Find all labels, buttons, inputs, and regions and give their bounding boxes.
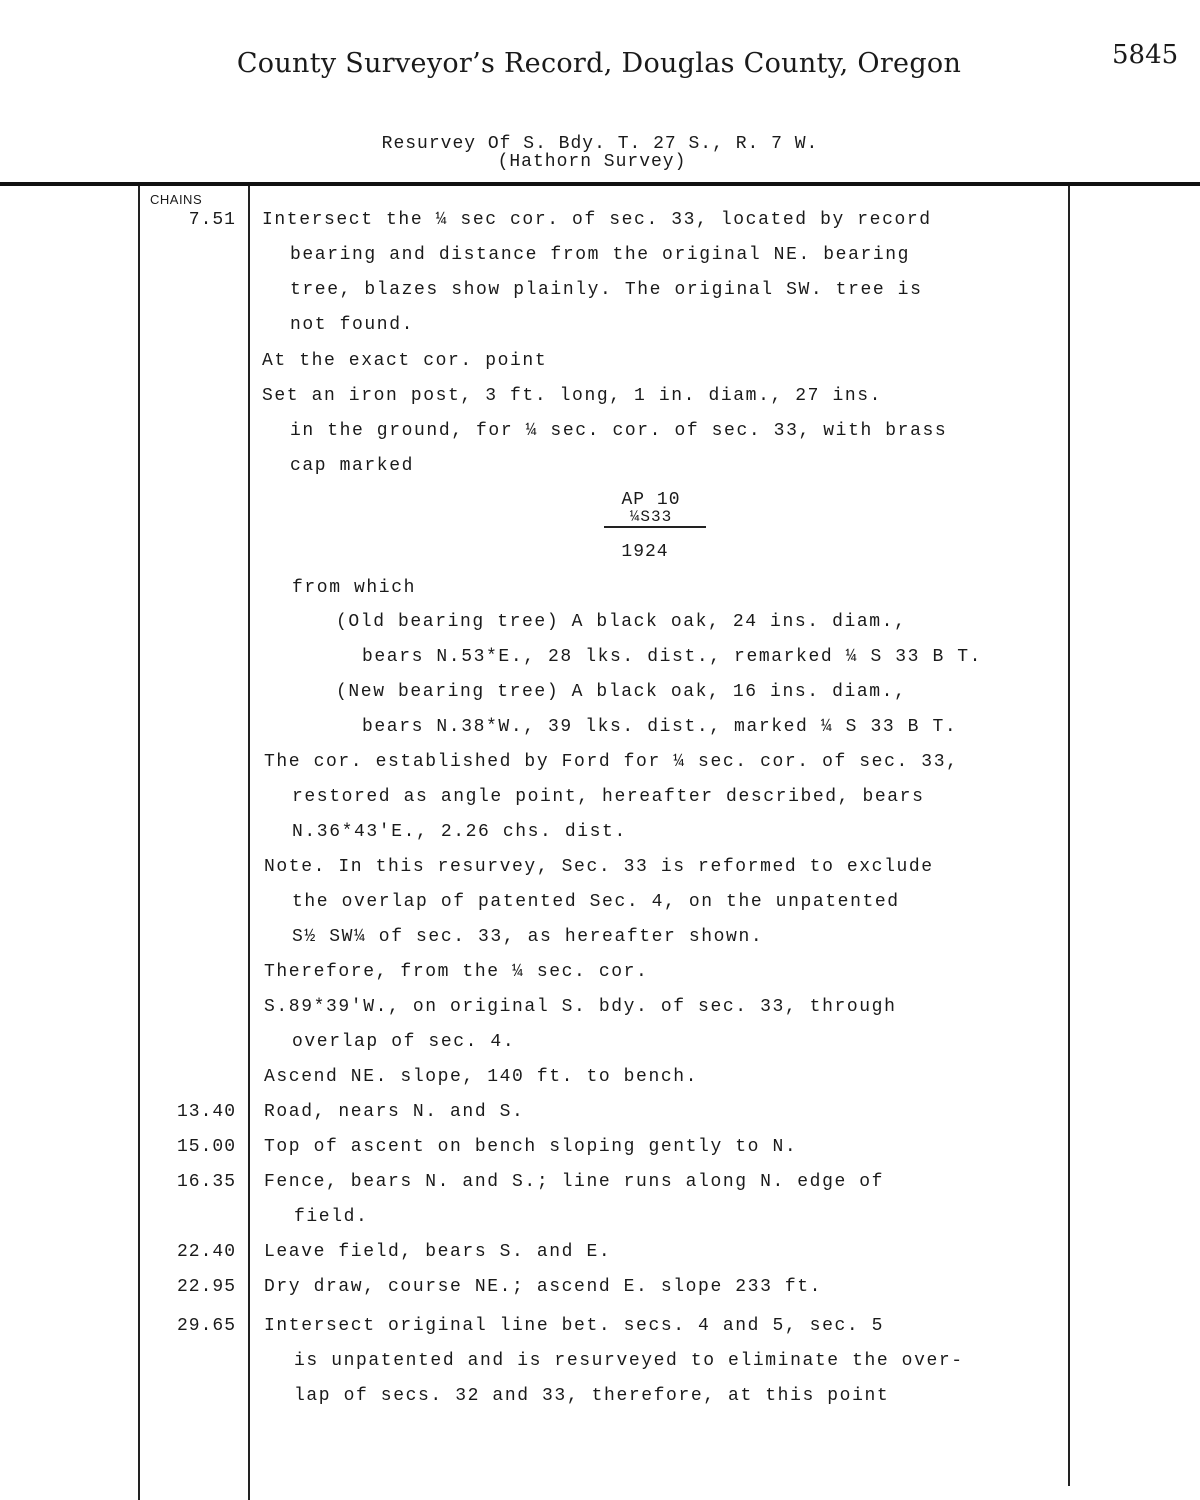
note-line: Top of ascent on bench sloping gently to N. (264, 1137, 798, 1157)
note-line: Ascend NE. slope, 140 ft. to bench. (264, 1067, 699, 1087)
note-line: N.36*43'E., 2.26 chs. dist. (292, 822, 627, 842)
column-divider-right (1068, 186, 1070, 1486)
note-line: Road, nears N. and S. (264, 1102, 525, 1122)
note-line: is unpatented and is resurveyed to eliminate the over- (294, 1351, 964, 1371)
note-line: lap of secs. 32 and 33, therefore, at this point (294, 1386, 890, 1406)
note-line: in the ground, for ¼ sec. cor. of sec. 33, with brass (290, 421, 948, 441)
note-line: overlap of sec. 4. (292, 1032, 516, 1052)
note-line: field. (294, 1207, 369, 1227)
note-line: from which (292, 578, 417, 598)
note-line: Leave field, bears S. and E. (264, 1242, 612, 1262)
note-line: At the exact cor. point (262, 351, 548, 371)
page-number: 5845 (1112, 40, 1179, 70)
cap-marking-rule (604, 526, 706, 528)
note-line: Intersect the ¼ sec cor. of sec. 33, located by record (262, 210, 932, 230)
survey-subtitle: (Hathorn Survey) (497, 152, 687, 172)
note-line: bearing and distance from the original NE. bearing (290, 245, 911, 265)
note-line: bears N.53*E., 28 lks. dist., remarked ¼ S 33 B T. (362, 647, 983, 667)
note-line: the overlap of patented Sec. 4, on the unpatented (292, 892, 900, 912)
column-divider-left (138, 186, 140, 1500)
note-line: S.89*39'W., on original S. bdy. of sec. 33, through (264, 997, 897, 1017)
survey-title: Resurvey Of S. Bdy. T. 27 S., R. 7 W. (381, 134, 819, 154)
cap-marking-line1: AP 10 (621, 490, 681, 510)
note-line: Intersect original line bet. secs. 4 and 5, sec. 5 (264, 1316, 885, 1336)
note-line: Dry draw, course NE.; ascend E. slope 233 ft. (264, 1277, 823, 1297)
cap-marking-line2: ¼S33 (629, 508, 673, 526)
note-line: Fence, bears N. and S.; line runs along N. edge of (264, 1172, 885, 1192)
chain-value: 16.35 (176, 1172, 236, 1192)
chain-value: 15.00 (176, 1137, 236, 1157)
note-line: Set an iron post, 3 ft. long, 1 in. diam., 27 ins. (262, 386, 883, 406)
note-line: bears N.38*W., 39 lks. dist., marked ¼ S 33 B T. (362, 717, 958, 737)
chain-value: 13.40 (176, 1102, 236, 1122)
chain-value: 7.51 (188, 210, 236, 230)
note-line: (Old bearing tree) A black oak, 24 ins. diam., (336, 612, 907, 632)
chain-value: 22.95 (176, 1277, 236, 1297)
cap-marking-year: 1924 (621, 542, 669, 562)
note-line: Therefore, from the ¼ sec. cor. (264, 962, 649, 982)
note-line: (New bearing tree) A black oak, 16 ins. diam., (336, 682, 907, 702)
note-line: S½ SW¼ of sec. 33, as hereafter shown. (292, 927, 764, 947)
record-header-title: County Surveyor’s Record, Douglas County, Oregon (236, 48, 962, 79)
note-line: Note. In this resurvey, Sec. 33 is reformed to exclude (264, 857, 934, 877)
note-line: cap marked (290, 456, 415, 476)
column-divider-chains (248, 186, 250, 1500)
note-line: not found. (290, 315, 415, 335)
note-line: restored as angle point, hereafter described, bears (292, 787, 925, 807)
note-line: tree, blazes show plainly. The original SW. tree is (290, 280, 923, 300)
chain-value: 22.40 (176, 1242, 236, 1262)
top-rule (0, 182, 1200, 186)
chains-column-header: CHAINS (150, 192, 203, 207)
chain-value: 29.65 (176, 1316, 236, 1336)
note-line: The cor. established by Ford for ¼ sec. cor. of sec. 33, (264, 752, 959, 772)
